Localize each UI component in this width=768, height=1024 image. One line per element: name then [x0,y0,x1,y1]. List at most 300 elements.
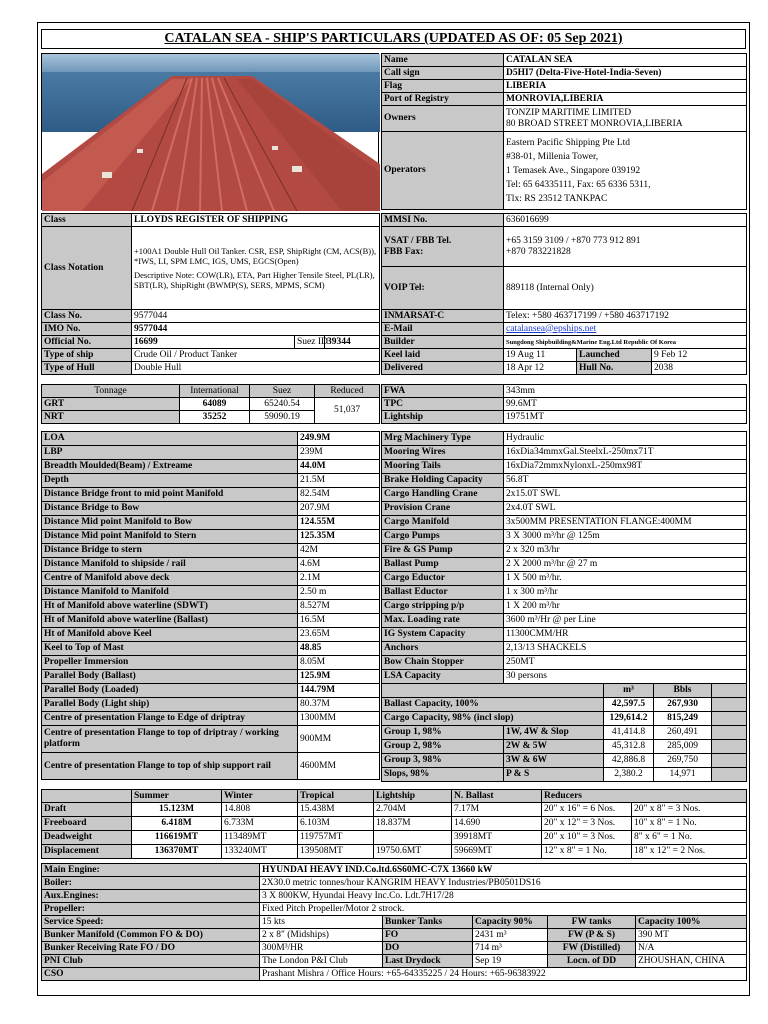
machinery-value: 3 X 3000 m³/hr @ 125m [504,530,747,544]
machinery-row [382,600,747,614]
reducer-value: 12" x 8" = 1 No. [542,845,632,859]
owners-line: 80 BROAD STREET MONROVIA,LIBERIA [506,118,683,129]
dimension-row [42,544,380,558]
machinery-label: Max. Loading rate [382,614,504,628]
label: Call sign [382,67,504,80]
machinery-row [382,586,747,600]
dimension-label: Propeller Immersion [42,656,298,670]
type-of-hull-value: Double Hull [132,362,380,375]
official-no-value: 16699 [132,336,295,349]
dimension-row [42,530,380,544]
group-m3: 45,312.8 [604,740,654,754]
propeller-value: Fixed Pitch Propeller/Motor 2 strock. [260,903,747,916]
group-label: Group 3, 98% [382,754,504,768]
group-tanks: 2W & 5W [504,740,604,754]
reducer-value: 20" x 10" = 3 Nos. [542,831,632,845]
dimension-row [42,474,380,488]
owners-line: TONZIP MARITIME LIMITED [506,107,632,118]
machinery-label: Ballast Pump [382,558,504,572]
capacity-blank [712,768,747,782]
imo-value: 9577044 [132,323,380,336]
load-line-value: 14.808 [222,803,298,817]
voip-label: VOIP Tel: [382,267,504,310]
machinery-label: Cargo Pumps [382,530,504,544]
label: Name [382,54,504,67]
location-dd-label: Locn. of DD [548,955,636,968]
builder-label: Builder [382,336,504,349]
group-label: Group 1, 98% [382,726,504,740]
load-line-value: 116619MT [132,831,222,845]
machinery-label: Ballast Eductor [382,586,504,600]
reducer-value: 10" x 8" = 1 No. [632,817,747,831]
dimension-value: 42M [298,544,380,558]
page-title: CATALAN SEA - SHIP'S PARTICULARS (UPDATED AS OF: 05 Sep 2021) [41,29,746,49]
m3-header: m³ [604,684,654,698]
machinery-label: Bow Chain Stopper [382,656,504,670]
dimension-value: 8.05M [298,656,380,670]
dimension-value: 80.37M [298,698,380,712]
machinery-row [382,516,747,530]
service-speed-value: 15 kts [260,916,383,929]
load-header [42,790,132,803]
reduced-header: Reduced [315,385,380,398]
bunker-manifold-value: 2 x 8" (Midships) [260,929,383,942]
capacity-blank [712,698,747,712]
dimension-label: Depth [42,474,298,488]
machinery-value: 2x15.0T SWL [504,488,747,502]
dimension-label: Breadth Moulded(Beam) / Extreame [42,460,298,474]
machinery-label: Mooring Tails [382,460,504,474]
operators-line: 1 Temasek Ave., Singapore 039192 [506,165,641,176]
ballast-capacity-bbls: 267,930 [654,698,712,712]
operators-line: Eastern Pacific Shipping Pte Ltd [506,137,631,148]
machinery-value: 2,13/13 SHACKELS [504,642,747,656]
group-m3: 42,886.8 [604,754,654,768]
machinery-row [382,502,747,516]
operators-line: #38-01, Millenia Tower, [506,151,599,162]
voip-value: 889118 (Internal Only) [504,267,747,310]
mmsi-label: MMSI No. [382,214,504,227]
fwa-value: 343mm [504,385,747,398]
identity-table [381,53,747,210]
dimension-row [42,628,380,642]
machinery-label: Cargo stripping p/p [382,600,504,614]
dimension-row [42,586,380,600]
load-line-value: 119757MT [298,831,374,845]
machinery-table [381,431,747,684]
reducer-value: 20" x 12" = 3 Nos. [542,817,632,831]
dimension-value: 8.527M [298,600,380,614]
email-cell [504,323,747,336]
owners-label: Owners [382,106,504,132]
dimension-label: Parallel Body (Loaded) [42,684,298,698]
dimension-label: Centre of presentation Flange to top of ship support rail [42,753,298,780]
group-tanks: 3W & 6W [504,754,604,768]
inmarsat-value: Telex: +580 463717199 / +580 463717192 [504,310,747,323]
vsat-label-text: VSAT / FBB Tel. [384,235,452,246]
load-line-value: 39918MT [452,831,542,845]
capacity-blank [712,726,747,740]
dimension-label: Ht of Manifold above waterline (SDWT) [42,600,298,614]
load-line-table [41,789,747,859]
operators-label: Operators [382,132,504,210]
main-engine-value: HYUNDAI HEAVY IND.Co.ltd.6S60MC-C7X 13660 kW [260,864,747,877]
machinery-row [382,614,747,628]
class-no-value: 9577044 [132,310,380,323]
ship-name: CATALAN SEA [504,54,747,67]
class-table [41,213,380,375]
fw-distilled-value: N/A [636,942,747,955]
hull-no-value: 2038 [652,362,747,375]
capacity-blank [382,684,604,698]
dimension-row [42,670,380,684]
machinery-row [382,474,747,488]
load-line-value: 18.837M [374,817,452,831]
load-line-value: 19750.6MT [374,845,452,859]
notation-line: +100A1 Double Hull Oil Tanker. CSR, ESP, ShipRight (CM, ACS(B)), *IWS, LI, SPM LMC, IGS, UMS, EGCS(Open) [134,245,377,266]
call-sign: D5HI7 (Delta-Five-Hotel-India-Seven) [504,67,747,80]
group-bbls: 14,971 [654,768,712,782]
suez-id-label: Suez ID [295,336,325,349]
dimension-value: 125.35M [298,530,380,544]
machinery-value: 1 x 300 m³/hr [504,586,747,600]
load-line-value: 6.733M [222,817,298,831]
load-line-value: 133240MT [222,845,298,859]
dimension-row [42,656,380,670]
dimension-row [42,712,380,726]
nrt-suez: 59090.19 [250,411,315,424]
dimension-value: 16.5M [298,614,380,628]
dimension-row [42,446,380,460]
dimension-value: 239M [298,446,380,460]
dimension-value: 23.65M [298,628,380,642]
load-line-row [42,803,747,817]
dimension-row [42,614,380,628]
aux-engines-value: 3 X 800KW, Hyundai Heavy Inc.Co. Ldt.7H17/28 [260,890,747,903]
service-speed-label: Service Speed: [42,916,260,929]
machinery-label: LSA Capacity [382,670,504,684]
bunker-rate-label: Bunker Receiving Rate FO / DO [42,942,260,955]
reducer-value: 8" x 6" = 1 No. [632,831,747,845]
group-tanks: P & S [504,768,604,782]
class-notation-label: Class Notation [42,227,132,310]
dimension-value: 144.79M [298,684,380,698]
dimension-value: 125.9M [298,670,380,684]
dimension-value: 4.6M [298,558,380,572]
tanker-deck-image [42,54,380,211]
load-line-value: 2.704M [374,803,452,817]
machinery-value: 16xDia34mmxGal.SteelxL-250mx71T [504,446,747,460]
machinery-label: Provision Crane [382,502,504,516]
machinery-row [382,446,747,460]
type-of-ship-label: Type of ship [42,349,132,362]
reducer-value: 18" x 12" = 2 Nos. [632,845,747,859]
lightship-label: Lightship [382,411,504,424]
machinery-row [382,670,747,684]
load-line-value: 6.418M [132,817,222,831]
dimension-row [42,488,380,502]
capacity-blank [712,684,747,698]
nrt-international: 35252 [180,411,250,424]
cso-label: CSO [42,968,260,981]
operators-line: Tel: 65 64335111, Fax: 65 6336 5311, [506,179,651,190]
machinery-row [382,628,747,642]
load-header: Winter [222,790,298,803]
email-link[interactable]: catalansea@epships.net [506,323,597,334]
fwa-label: FWA [382,385,504,398]
dimension-row [42,516,380,530]
dimension-value: 900MM [298,726,380,753]
cargo-capacity-bbls: 815,249 [654,712,712,726]
machinery-label: IG System Capacity [382,628,504,642]
machinery-label: Mrg Machinery Type [382,432,504,446]
machinery-row [382,460,747,474]
dimension-value: 82.54M [298,488,380,502]
imo-label: IMO No. [42,323,132,336]
suez-id-value: 39344 [325,336,380,349]
group-label: Group 2, 98% [382,740,504,754]
comms-table [381,213,747,375]
last-drydock-value: Sep 19 [473,955,548,968]
do-label: DO [383,942,473,955]
launched-label: Launched [577,349,652,362]
dimension-row [42,684,380,698]
boiler-value: 2X30.0 metric tonnes/hour KANGRIM HEAVY Industries/PB0501DS16 [260,877,747,890]
dimension-row [42,502,380,516]
machinery-value: 56.8T [504,474,747,488]
dimension-value: 44.0M [298,460,380,474]
dimension-row [42,558,380,572]
machinery-label: Mooring Wires [382,446,504,460]
dimension-value: 124.55M [298,516,380,530]
machinery-value: 2x4.0T SWL [504,502,747,516]
load-line-value: 136370MT [132,845,222,859]
dimension-row [42,642,380,656]
load-line-row [42,817,747,831]
bunker-tanks-header: Bunker Tanks [383,916,473,929]
load-header: N. Ballast [452,790,542,803]
bbls-header: Bbls [654,684,712,698]
dimension-value: 48.85 [298,642,380,656]
load-line-value: 6.103M [298,817,374,831]
machinery-value: 1 X 200 m³/hr [504,600,747,614]
class-value: LLOYDS REGISTER OF SHIPPING [132,214,380,227]
machinery-value: 11300CMM/HR [504,628,747,642]
fw-ps-value: 390 MT [636,929,747,942]
dimension-row [42,432,380,446]
class-no-label: Class No. [42,310,132,323]
fo-label: FO [383,929,473,942]
operators-line: Tlx: RS 23512 TANKPAC [506,193,608,204]
delivered-label: Delivered [382,362,504,375]
load-line-label: Deadweight [42,831,132,845]
load-line-value [374,831,452,845]
type-of-ship-value: Crude Oil / Product Tanker [132,349,380,362]
machinery-value: 30 persons [504,670,747,684]
dimension-label: Parallel Body (Ballast) [42,670,298,684]
cargo-capacity-m3: 129,614.2 [604,712,654,726]
capacity-blank [712,712,747,726]
last-drydock-label: Last Drydock [383,955,473,968]
boiler-label: Boiler: [42,877,260,890]
load-line-value: 7.17M [452,803,542,817]
suez-header: Suez [250,385,315,398]
machinery-row [382,544,747,558]
label: Flag [382,80,504,93]
dimension-row [42,572,380,586]
type-of-hull-label: Type of Hull [42,362,132,375]
group-m3: 41,414.8 [604,726,654,740]
bunker-manifold-label: Bunker Manifold (Common FO & DO) [42,929,260,942]
dimension-label: Parallel Body (Light ship) [42,698,298,712]
load-line-label: Freeboard [42,817,132,831]
machinery-value: 1 X 500 m³/hr. [504,572,747,586]
load-line-value: 15.123M [132,803,222,817]
tpc-value: 99.6MT [504,398,747,411]
hull-no-label: Hull No. [577,362,652,375]
pni-club-value: The London P&I Club [260,955,383,968]
fo-value: 2431 m³ [473,929,548,942]
capacity-table [381,683,747,782]
fwa-table [381,384,747,424]
dimension-value: 2.1M [298,572,380,586]
delivered-value: 18 Apr 12 [504,362,577,375]
dimension-value: 4600MM [298,753,380,780]
machinery-label: Cargo Eductor [382,572,504,586]
load-header: Reducers [542,790,747,803]
machinery-row [382,432,747,446]
capacity-blank [712,754,747,768]
load-line-label: Draft [42,803,132,817]
machinery-row [382,558,747,572]
dimension-label: LOA [42,432,298,446]
tonnage-header: Tonnage [42,385,180,398]
fbb-number: +870 783221828 [506,246,571,257]
capacity-100-header: Capacity 100% [636,916,747,929]
load-line-row [42,845,747,859]
location-dd-value: ZHOUSHAN, CHINA [636,955,747,968]
class-label: Class [42,214,132,227]
tpc-label: TPC [382,398,504,411]
machinery-value: 2 x 320 m3/hr [504,544,747,558]
aux-engines-label: Aux.Engines: [42,890,260,903]
dimension-label: Distance Bridge to stern [42,544,298,558]
dimension-label: Distance Manifold to Manifold [42,586,298,600]
machinery-label: Brake Holding Capacity [382,474,504,488]
reducer-value: 20" x 16" = 6 Nos. [542,803,632,817]
notation-line: Descriptive Note: COW(LR), ETA, Part Higher Tensile Steel, PL(LR), SBT(LR), ShipRight (BWMP(S), SERS, MPMS, SCM) [134,269,375,290]
machinery-label: Cargo Manifold [382,516,504,530]
nrt-label: NRT [42,411,180,424]
grt-suez: 65240.54 [250,398,315,411]
machinery-label: Cargo Handling Crane [382,488,504,502]
dimension-row [42,698,380,712]
group-tanks: 1W, 4W & Slop [504,726,604,740]
keel-laid-label: Keel laid [382,349,504,362]
ballast-capacity-m3: 42,597.5 [604,698,654,712]
reduced-value: 51,037 [315,398,380,424]
dimension-row [42,460,380,474]
main-engine-label: Main Engine: [42,864,260,877]
load-header: Tropical [298,790,374,803]
email-label: E-Mail [382,323,504,336]
fbb-label-text: FBB Fax: [384,246,424,257]
dimension-label: Distance Mid point Manifold to Stern [42,530,298,544]
keel-laid-value: 19 Aug 11 [504,349,577,362]
machinery-value: 16xDia72mmxNylonxL-250mx98T [504,460,747,474]
vsat-label [382,227,504,267]
machinery-row [382,488,747,502]
load-line-value: 14.690 [452,817,542,831]
machinery-value: Hydraulic [504,432,747,446]
dimension-value: 1300MM [298,712,380,726]
capacity-90-header: Capacity 90% [473,916,548,929]
group-label: Slops, 98% [382,768,504,782]
machinery-label: Anchors [382,642,504,656]
inmarsat-label: INMARSAT-C [382,310,504,323]
dimension-value: 2.50 m [298,586,380,600]
dimension-label: Centre of presentation Flange to Edge of driptray [42,712,298,726]
label: Port of Registry [382,93,504,106]
vsat-number: +65 3159 3109 / +870 773 912 891 [506,235,641,246]
mmsi-value: 636016699 [504,214,747,227]
dimension-label: Keel to Top of Mast [42,642,298,656]
machinery-row [382,642,747,656]
machinery-row [382,572,747,586]
ballast-capacity-label: Ballast Capacity, 100% [382,698,604,712]
reducer-value: 20" x 8" = 3 Nos. [632,803,747,817]
load-line-value: 113489MT [222,831,298,845]
dimension-row [42,600,380,614]
fw-ps-label: FW (P & S) [548,929,636,942]
dimension-label: Ht of Manifold above waterline (Ballast) [42,614,298,628]
machinery-value: 250MT [504,656,747,670]
dimension-label: LBP [42,446,298,460]
machinery-value: 3600 m³/Hr @ per Line [504,614,747,628]
load-line-value: 15.438M [298,803,374,817]
class-notation-value [132,227,380,310]
tonnage-table [41,384,380,424]
lightship-value: 19751MT [504,411,747,424]
machinery-label: Fire & GS Pump [382,544,504,558]
port-of-registry: MONROVIA,LIBERIA [504,93,747,106]
machinery-row [382,530,747,544]
dimension-row [42,753,380,780]
dimension-label: Ht of Manifold above Keel [42,628,298,642]
dimension-label: Centre of Manifold above deck [42,572,298,586]
builder-value: Sungdong Shipbuilding&Marine Eng.Ltd Republic Of Korea [504,336,747,349]
dimension-label: Distance Manifold to shipside / rail [42,558,298,572]
group-bbls: 260,491 [654,726,712,740]
cso-value: Prashant Mishra / Office Hours: +65-64335225 / 24 Hours: +65-96383922 [260,968,747,981]
vsat-value [504,227,747,267]
load-line-label: Displacement [42,845,132,859]
particulars-sheet [37,22,750,996]
dimension-label: Distance Bridge to Bow [42,502,298,516]
dimension-value: 249.9M [298,432,380,446]
bunker-rate-value: 300M³/HR [260,942,383,955]
group-m3: 2,380.2 [604,768,654,782]
do-value: 714 m³ [473,942,548,955]
fw-distilled-label: FW (Distilled) [548,942,636,955]
owners-value [504,106,747,132]
load-line-value: 59669MT [452,845,542,859]
dimension-value: 21.5M [298,474,380,488]
machinery-row [382,656,747,670]
propeller-label: Propeller: [42,903,260,916]
engine-table [41,863,747,981]
dimension-value: 207.9M [298,502,380,516]
